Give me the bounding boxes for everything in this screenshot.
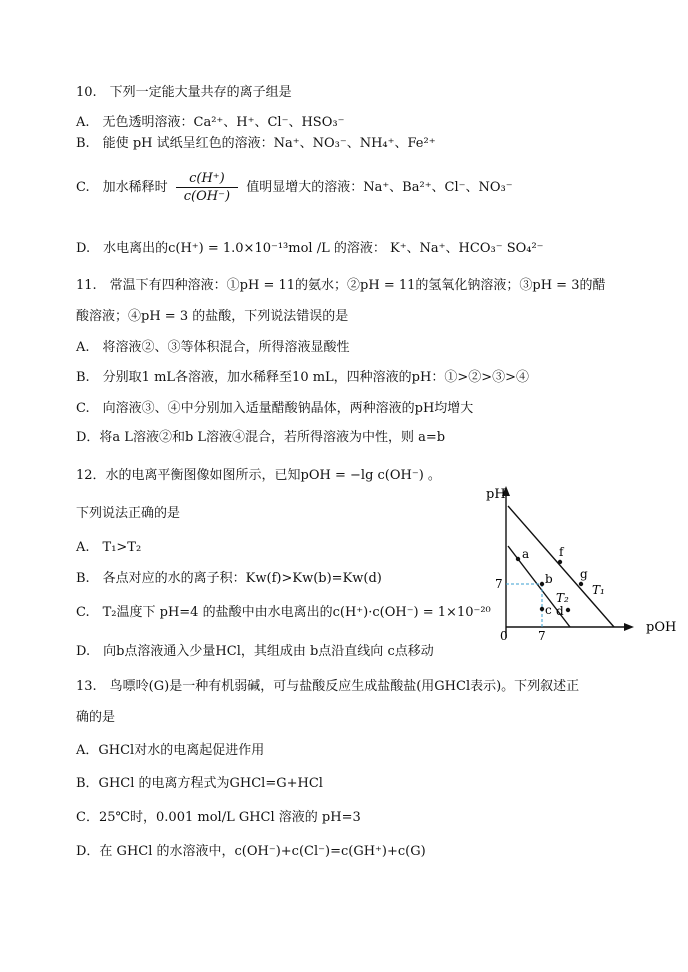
point-a-label: a (522, 547, 530, 561)
q10-c-fraction (176, 172, 238, 203)
point-f (558, 560, 562, 564)
q12-option-d: D. 向b点溶液通入少量HCl，其组成由 b点沿直线向 c点移动 (76, 644, 434, 659)
q10-option-c (76, 172, 513, 203)
q12-option-a: A. T₁>T₂ (76, 540, 142, 555)
q13-stem-line1: 13. 鸟嘌呤(G)是一种有机弱碱，可与盐酸反应生成盐酸盐(用GHCl表示)。下列叙述正 (76, 679, 580, 694)
x-tick-7: 7 (538, 629, 546, 643)
q10-c-numerator: c(H⁺) (176, 172, 238, 188)
q12-stem-line1: 12．水的电离平衡图像如图所示，已知pOH = −lg c(OH⁻) 。 (76, 468, 441, 483)
point-c (540, 607, 544, 611)
q12-stem-line2: 下列说法正确的是 (76, 506, 181, 521)
q13-option-b: B．GHCl 的电离方程式为GHCl=G+HCl (76, 776, 323, 791)
point-d-label: d (556, 604, 564, 618)
q10-c-prefix: C. 加水稀释时 (76, 180, 168, 195)
q13-stem-line2: 确的是 (76, 710, 116, 725)
q13-option-c: C．25℃时，0.001 mol/L GHCl 溶液的 pH=3 (76, 810, 361, 825)
q11-option-b: B. 分别取1 mL各溶液，加水稀释至10 mL，四种溶液的pH：①>②>③>④ (76, 370, 530, 385)
x-axis-arrow (624, 623, 634, 631)
y-axis-label: pH (486, 487, 506, 502)
q10-option-a: A. 无色透明溶液：Ca²⁺、H⁺、Cl⁻、HSO₃⁻ (76, 115, 345, 130)
point-b-label: b (545, 572, 553, 586)
q11-stem-line1: 11. 常温下有四种溶液：①pH = 11的氨水；②pH = 11的氢氧化钠溶液；③pH = 3的醋 (76, 278, 606, 293)
q13-option-d: D．在 GHCl 的水溶液中，c(OH⁻)+c(Cl⁻)=c(GH⁺)+c(G) (76, 844, 426, 859)
q11-option-d: D．将a L溶液②和b L溶液④混合，若所得溶液为中性，则 a=b (76, 430, 446, 445)
q10-c-suffix: 值明显增大的溶液：Na⁺、Ba²⁺、Cl⁻、NO₃⁻ (246, 180, 513, 195)
q10-c-denominator: c(OH⁻) (183, 189, 231, 204)
origin-label: 0 (500, 629, 508, 643)
point-f-label: f (559, 545, 564, 559)
q13-option-a: A．GHCl对水的电离起促进作用 (76, 743, 265, 758)
t2-label: T₂ (556, 591, 569, 605)
point-a (516, 557, 520, 561)
q12-option-b: B. 各点对应的水的离子积：Kw(f)>Kw(b)=Kw(d) (76, 571, 382, 586)
point-g-label: g (580, 567, 588, 581)
t1-label: T₁ (592, 583, 605, 597)
point-b (540, 582, 544, 586)
q12-option-c: C. T₂温度下 pH=4 的盐酸中由水电离出的c(H⁺)·c(OH⁻) = 1×10⁻²⁰ (76, 605, 491, 620)
q11-option-c: C. 向溶液③、④中分别加入适量醋酸钠晶体，两种溶液的pH均增大 (76, 401, 474, 416)
q11-option-a: A. 将溶液②、③等体积混合，所得溶液显酸性 (76, 340, 350, 355)
point-d (566, 608, 570, 612)
q10-option-d: D. 水电离出的c(H⁺) = 1.0×10⁻¹³mol /L 的溶液： K⁺、Na⁺、HCO₃⁻ SO₄²⁻ (76, 241, 544, 256)
point-c-label: c (545, 603, 552, 617)
q11-stem-line2: 酸溶液；④pH = 3 的盐酸，下列说法错误的是 (76, 309, 349, 324)
y-tick-7: 7 (495, 577, 503, 591)
water-ionization-graph (480, 478, 680, 648)
point-g (579, 582, 583, 586)
q10-stem: 10. 下列一定能大量共存的离子组是 (76, 85, 292, 100)
x-axis-label: pOH (646, 620, 677, 635)
q10-option-b: B. 能使 pH 试纸呈红色的溶液：Na⁺、NO₃⁻、NH₄⁺、Fe²⁺ (76, 136, 436, 151)
